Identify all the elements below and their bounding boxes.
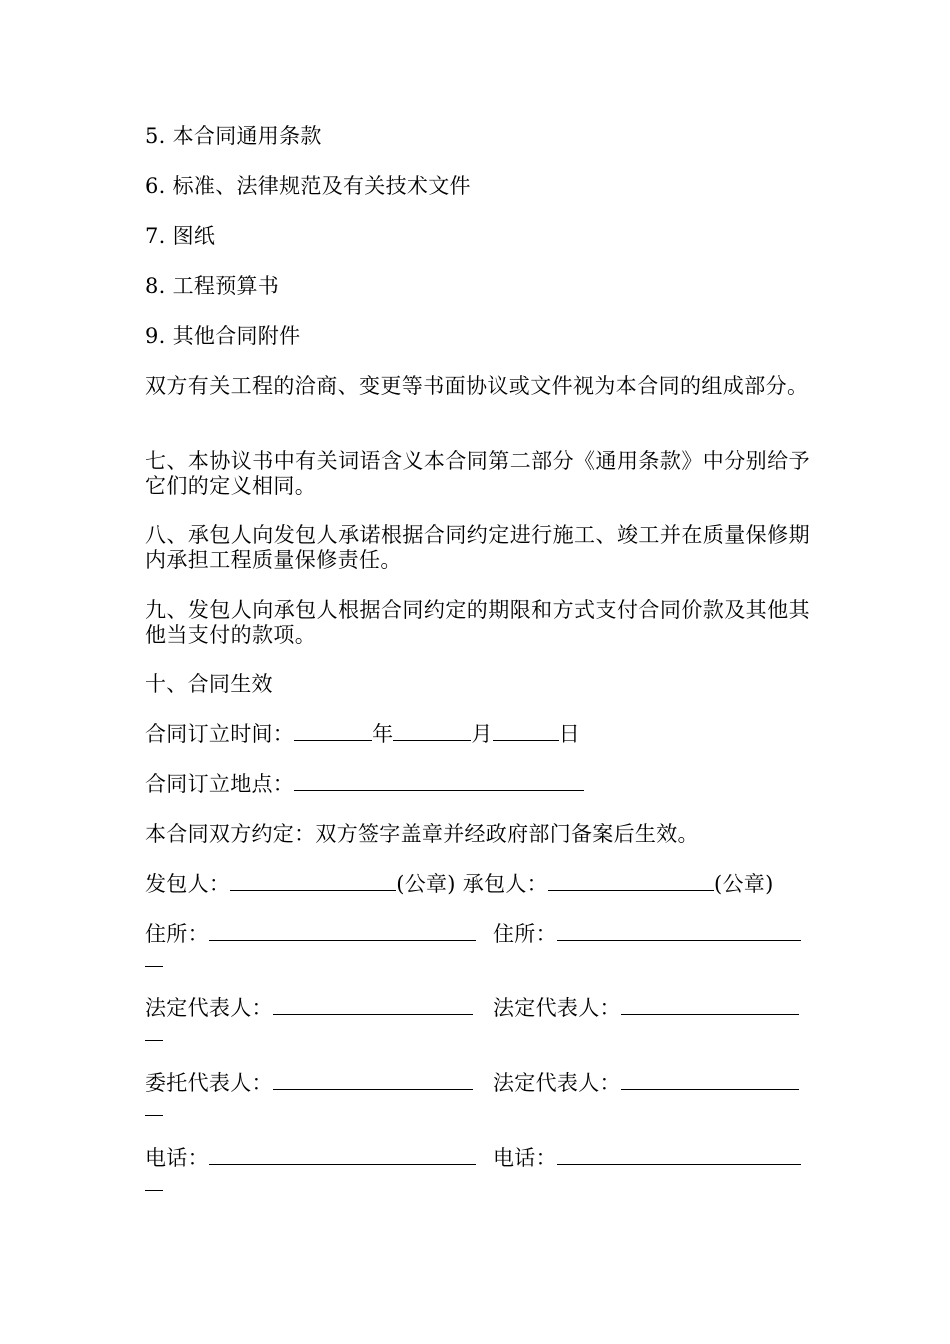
list-item-5: 5. 本合同通用条款 [145, 124, 322, 148]
legal-rep-dash [145, 1040, 163, 1041]
year-label: 年 [372, 722, 394, 746]
contract-time-line [145, 722, 580, 747]
contractor-blank[interactable] [548, 872, 714, 891]
address-right-blank[interactable] [557, 922, 801, 941]
phone-right-label: 电话： [493, 1146, 557, 1170]
legal-rep-left-label: 法定代表人： [145, 996, 273, 1020]
month-blank[interactable] [393, 722, 471, 741]
contract-time-label: 合同订立时间： [145, 722, 295, 746]
agent-dash [145, 1115, 163, 1116]
contractor-label: 承包人： [462, 872, 548, 896]
contract-place-line [145, 772, 584, 797]
legal-rep-right-label: 法定代表人： [493, 996, 621, 1020]
agent-right [493, 1071, 799, 1096]
agent-left-label: 委托代表人： [145, 1071, 273, 1095]
paragraph-nine: 九、发包人向承包人根据合同约定的期限和方式支付合同价款及其他其他当支付的款项。 [145, 598, 810, 647]
paragraph-eight: 八、承包人向发包人承诺根据合同约定进行施工、竣工并在质量保修期内承担工程质量保修责任。 [145, 523, 810, 572]
day-blank[interactable] [493, 722, 559, 741]
paragraph-components: 双方有关工程的洽商、变更等书面协议或文件视为本合同的组成部分。 [145, 374, 809, 398]
list-item-7: 7. 图纸 [145, 224, 216, 248]
phone-line [145, 1146, 476, 1171]
legal-rep-right-blank[interactable] [621, 996, 799, 1015]
phone-dash [145, 1190, 163, 1191]
address-right-label: 住所： [493, 922, 557, 946]
contract-place-blank[interactable] [294, 772, 584, 791]
contractor-seal: (公章) [713, 872, 774, 896]
agent-right-blank[interactable] [621, 1071, 799, 1090]
list-item-6: 6. 标准、法律规范及有关技术文件 [145, 174, 471, 198]
legal-rep-line [145, 996, 473, 1021]
employer-seal: (公章) [396, 872, 456, 896]
document-page [145, 0, 810, 1344]
party-line [145, 872, 774, 897]
address-right [493, 922, 801, 947]
year-blank[interactable] [294, 722, 372, 741]
paragraph-seven: 七、本协议书中有关词语含义本合同第二部分《通用条款》中分别给予它们的定义相同。 [145, 449, 810, 498]
employer-blank[interactable] [230, 872, 396, 891]
legal-rep-right [493, 996, 799, 1021]
address-dash [145, 966, 163, 967]
paragraph-ten: 十、合同生效 [145, 672, 273, 696]
address-left-blank[interactable] [209, 922, 476, 941]
phone-right [493, 1146, 801, 1171]
list-item-8: 8. 工程预算书 [145, 274, 280, 298]
month-label: 月 [471, 722, 493, 746]
agent-left-blank[interactable] [273, 1071, 473, 1090]
list-item-9: 9. 其他合同附件 [145, 324, 301, 348]
day-label: 日 [558, 722, 581, 746]
effect-clause: 本合同双方约定：双方签字盖章并经政府部门备案后生效。 [145, 822, 699, 846]
employer-label: 发包人： [145, 872, 231, 896]
phone-right-blank[interactable] [557, 1146, 801, 1165]
agent-right-label: 法定代表人： [493, 1071, 621, 1095]
legal-rep-left-blank[interactable] [273, 996, 473, 1015]
phone-left-blank[interactable] [209, 1146, 476, 1165]
contract-place-label: 合同订立地点： [145, 772, 295, 796]
agent-line [145, 1071, 473, 1096]
address-line [145, 922, 476, 947]
address-left-label: 住所： [145, 922, 209, 946]
phone-left-label: 电话： [145, 1146, 209, 1170]
